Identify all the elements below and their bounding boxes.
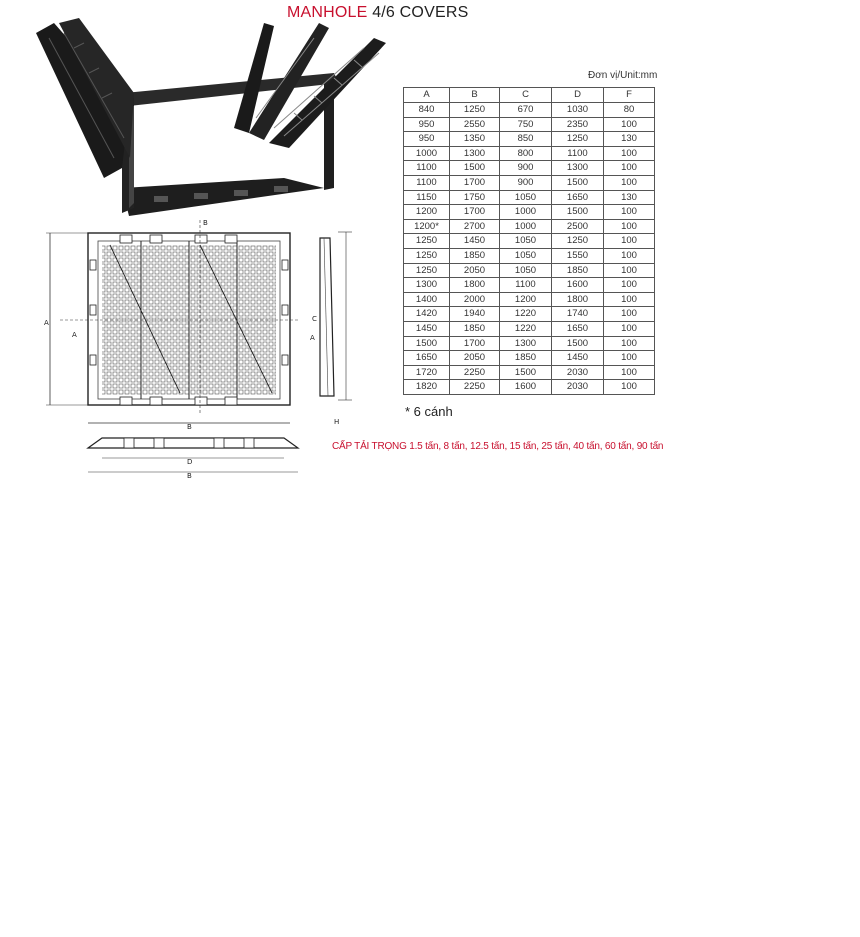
table-row xyxy=(404,278,655,293)
table-cell: 2500 xyxy=(552,219,604,234)
side-view-drawing xyxy=(300,228,360,428)
table-cell: 800 xyxy=(500,146,552,161)
table-cell: 1220 xyxy=(500,321,552,336)
table-cell: 2700 xyxy=(450,219,500,234)
table-row xyxy=(404,263,655,278)
title-manhole: MANHOLE xyxy=(287,4,368,21)
table-cell: 100 xyxy=(604,321,655,336)
table-cell: 100 xyxy=(604,351,655,366)
table-cell: 1800 xyxy=(552,292,604,307)
table-cell: 100 xyxy=(604,248,655,263)
table-cell: 1100 xyxy=(500,278,552,293)
table-cell: 2050 xyxy=(450,263,500,278)
table-cell: 1850 xyxy=(450,248,500,263)
table-cell: 1000 xyxy=(404,146,450,161)
table-cell: 1500 xyxy=(552,175,604,190)
bottom-label-d: D xyxy=(187,458,193,466)
table-cell: 100 xyxy=(604,117,655,132)
table-cell: 2000 xyxy=(450,292,500,307)
table-cell: 1750 xyxy=(450,190,500,205)
table-cell: 1300 xyxy=(404,278,450,293)
table-cell: 1200 xyxy=(404,205,450,220)
table-cell: 2030 xyxy=(552,380,604,395)
product-photo xyxy=(34,18,394,218)
table-cell: 1500 xyxy=(552,205,604,220)
table-cell: 1700 xyxy=(450,175,500,190)
footnote: * 6 cánh xyxy=(405,404,453,419)
table-cell: 100 xyxy=(604,175,655,190)
table-cell: 2030 xyxy=(552,365,604,380)
table-cell: 670 xyxy=(500,103,552,118)
table-cell: 1200* xyxy=(404,219,450,234)
unit-label: Đơn vị/Unit:mm xyxy=(588,70,658,81)
table-cell: 130 xyxy=(604,190,655,205)
table-cell: 1050 xyxy=(500,234,552,249)
table-row xyxy=(404,365,655,380)
table-cell: 1250 xyxy=(404,263,450,278)
table-row xyxy=(404,205,655,220)
table-cell: 1850 xyxy=(500,351,552,366)
table-cell: 1500 xyxy=(500,365,552,380)
section-label-b: B xyxy=(203,219,208,227)
table-cell: 1800 xyxy=(450,278,500,293)
table-cell: 1150 xyxy=(404,190,450,205)
table-cell: 100 xyxy=(604,263,655,278)
table-row xyxy=(404,307,655,322)
table-cell: 850 xyxy=(500,132,552,147)
dim-label-a: A xyxy=(44,319,49,327)
section-label-a: A xyxy=(72,331,77,339)
title-covers: 4/6 COVERS xyxy=(372,4,469,21)
table-row xyxy=(404,190,655,205)
table-cell: 1450 xyxy=(552,351,604,366)
column-header: F xyxy=(604,88,655,103)
table-cell: 1850 xyxy=(552,263,604,278)
table-cell: 1600 xyxy=(500,380,552,395)
table-cell: 1400 xyxy=(404,292,450,307)
table-cell: 1740 xyxy=(552,307,604,322)
table-cell: 1250 xyxy=(552,132,604,147)
table-row xyxy=(404,336,655,351)
table-cell: 1700 xyxy=(450,205,500,220)
table-row xyxy=(404,321,655,336)
table-cell: 1850 xyxy=(450,321,500,336)
column-header: B xyxy=(450,88,500,103)
dimension-table xyxy=(403,87,655,395)
table-row xyxy=(404,132,655,147)
table-cell: 1220 xyxy=(500,307,552,322)
table-cell: 2350 xyxy=(552,117,604,132)
top-view-drawing xyxy=(40,215,298,435)
table-row xyxy=(404,219,655,234)
table-cell: 100 xyxy=(604,219,655,234)
table-cell: 1300 xyxy=(552,161,604,176)
table-cell: 1100 xyxy=(552,146,604,161)
table-body xyxy=(404,103,655,395)
table-cell: 1550 xyxy=(552,248,604,263)
column-header: A xyxy=(404,88,450,103)
table-cell: 1940 xyxy=(450,307,500,322)
table-cell: 1420 xyxy=(404,307,450,322)
table-cell: 2250 xyxy=(450,380,500,395)
table-cell: 1500 xyxy=(404,336,450,351)
table-cell: 900 xyxy=(500,161,552,176)
table-header-row xyxy=(404,88,655,103)
table-cell: 840 xyxy=(404,103,450,118)
table-cell: 1300 xyxy=(450,146,500,161)
table-cell: 80 xyxy=(604,103,655,118)
table-cell: 1050 xyxy=(500,248,552,263)
table-cell: 100 xyxy=(604,278,655,293)
side-label-a: A xyxy=(310,334,315,342)
table-cell: 1450 xyxy=(450,234,500,249)
table-cell: 1500 xyxy=(450,161,500,176)
table-cell: 750 xyxy=(500,117,552,132)
table-cell: 1000 xyxy=(500,205,552,220)
table-row xyxy=(404,292,655,307)
table-cell: 950 xyxy=(404,117,450,132)
table-cell: 100 xyxy=(604,380,655,395)
table-cell: 1100 xyxy=(404,161,450,176)
table-cell: 1700 xyxy=(450,336,500,351)
table-cell: 1500 xyxy=(552,336,604,351)
side-label-c: C xyxy=(312,315,317,323)
table-cell: 1250 xyxy=(404,234,450,249)
table-cell: 1650 xyxy=(552,190,604,205)
table-cell: 1250 xyxy=(552,234,604,249)
table-cell: 100 xyxy=(604,307,655,322)
table-cell: 2250 xyxy=(450,365,500,380)
table-row xyxy=(404,117,655,132)
load-class-text: CẤP TẢI TRỌNG 1.5 tấn, 8 tấn, 12.5 tấn, 15 tấn, 25 tấn, 40 tấn, 60 tấn, 90 tấn xyxy=(332,441,664,452)
table-row xyxy=(404,380,655,395)
table-cell: 950 xyxy=(404,132,450,147)
table-cell: 100 xyxy=(604,146,655,161)
table-row xyxy=(404,175,655,190)
side-label-h: H xyxy=(334,418,340,426)
table-cell: 1650 xyxy=(552,321,604,336)
bottom-label-b: B xyxy=(187,472,192,480)
table-cell: 1050 xyxy=(500,263,552,278)
table-cell: 1050 xyxy=(500,190,552,205)
table-cell: 1650 xyxy=(404,351,450,366)
table-row xyxy=(404,161,655,176)
column-header: C xyxy=(500,88,552,103)
table-cell: 100 xyxy=(604,365,655,380)
table-cell: 2550 xyxy=(450,117,500,132)
table-cell: 1450 xyxy=(404,321,450,336)
table-cell: 2050 xyxy=(450,351,500,366)
table-row xyxy=(404,103,655,118)
table-cell: 100 xyxy=(604,234,655,249)
table-cell: 1350 xyxy=(450,132,500,147)
table-cell: 1300 xyxy=(500,336,552,351)
table-cell: 1250 xyxy=(450,103,500,118)
table-cell: 100 xyxy=(604,205,655,220)
table-cell: 1600 xyxy=(552,278,604,293)
table-cell: 100 xyxy=(604,161,655,176)
table-cell: 1820 xyxy=(404,380,450,395)
table-cell: 1030 xyxy=(552,103,604,118)
section-view-drawing xyxy=(84,434,304,480)
table-cell: 1200 xyxy=(500,292,552,307)
table-row xyxy=(404,248,655,263)
table-cell: 100 xyxy=(604,292,655,307)
table-row xyxy=(404,146,655,161)
table-cell: 1100 xyxy=(404,175,450,190)
table-cell: 900 xyxy=(500,175,552,190)
table-row xyxy=(404,234,655,249)
table-cell: 130 xyxy=(604,132,655,147)
table-cell: 1000 xyxy=(500,219,552,234)
dim-label-b: B xyxy=(187,423,192,431)
column-header: D xyxy=(552,88,604,103)
table-cell: 1250 xyxy=(404,248,450,263)
table-row xyxy=(404,351,655,366)
table-cell: 100 xyxy=(604,336,655,351)
table-cell: 1720 xyxy=(404,365,450,380)
